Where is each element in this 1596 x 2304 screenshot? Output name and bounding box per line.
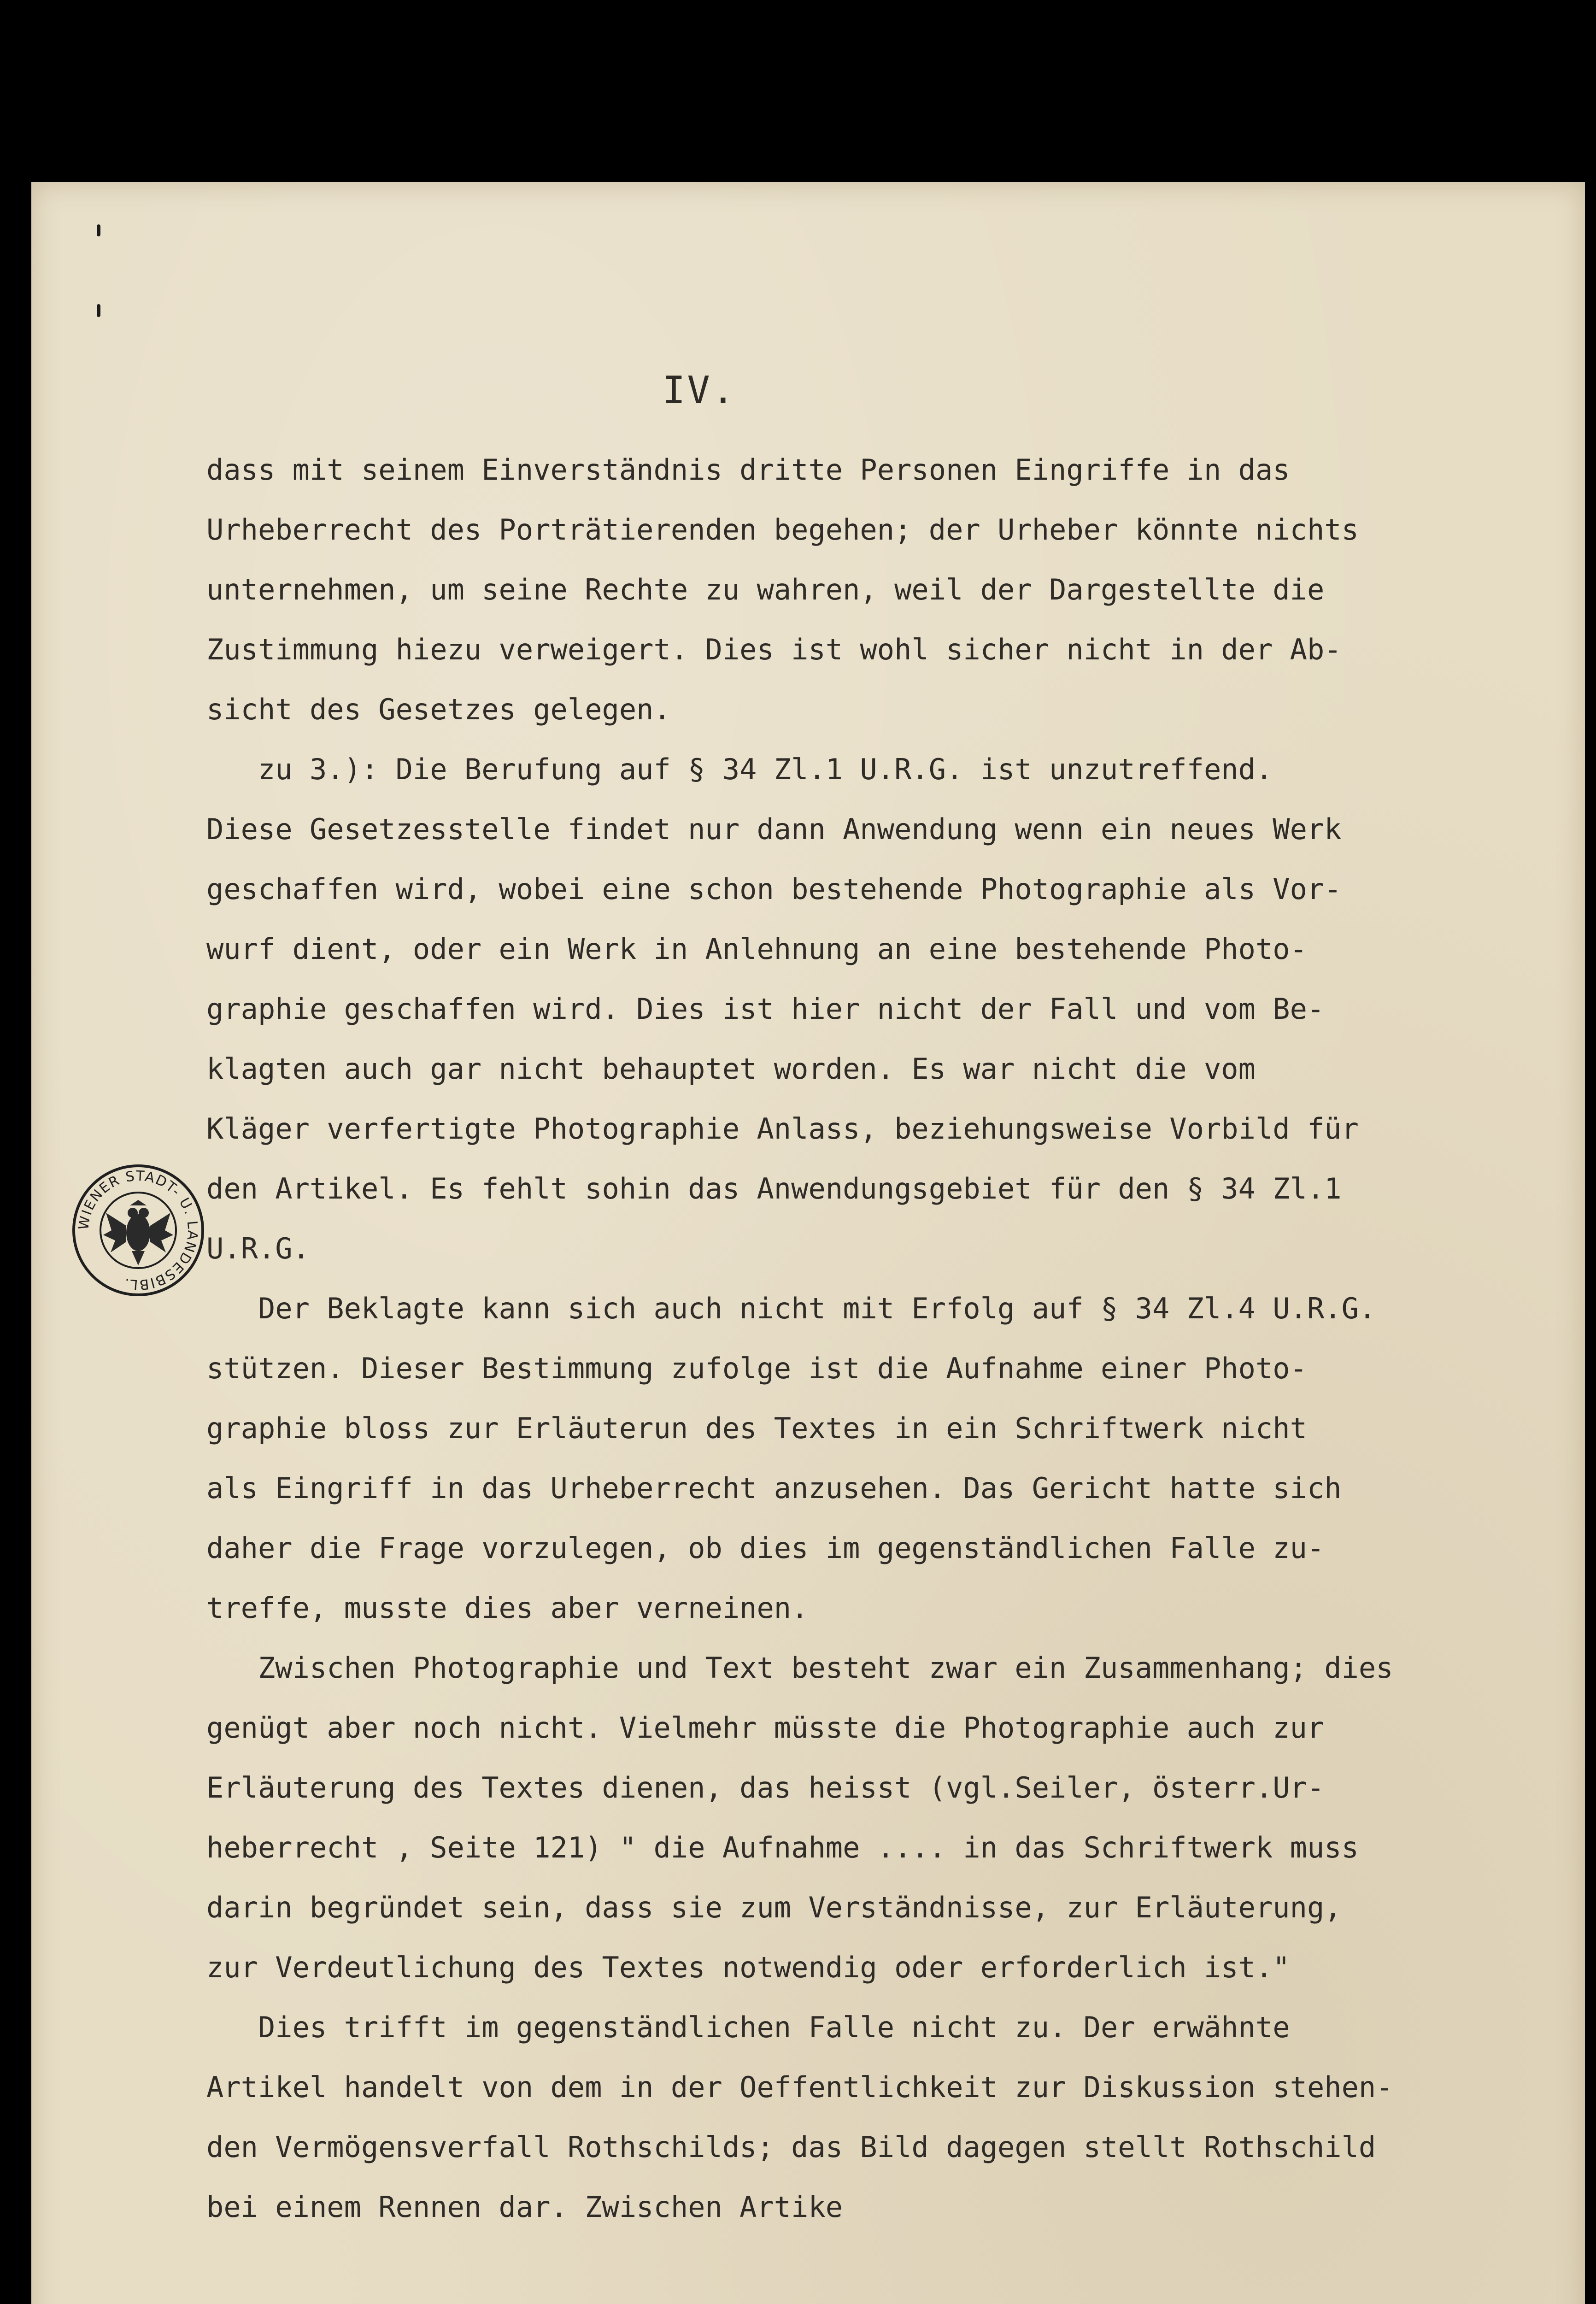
text-line: graphie bloss zur Erläuterun des Textes in ein Schriftwerk nicht (206, 1411, 1307, 1445)
text-line: daher die Frage vorzulegen, ob dies im gegenständlichen Falle zu- (206, 1531, 1325, 1565)
library-stamp-seal (69, 1161, 207, 1299)
text-line: geschaffen wird, wobei eine schon bestehende Photographie als Vor- (206, 872, 1342, 906)
page-number: IV. (663, 369, 737, 412)
text-line: U.R.G. (206, 1232, 310, 1265)
document-page (31, 182, 1585, 2304)
typewritten-text-body (206, 440, 1543, 2237)
text-line: Zustimmung hiezu verweigert. Dies ist wohl sicher nicht in der Ab- (206, 633, 1342, 666)
text-line: Zwischen Photographie und Text besteht zwar ein Zusammenhang; dies (206, 1651, 1393, 1685)
text-line: Der Beklagte kann sich auch nicht mit Erfolg auf § 34 Zl.4 U.R.G. (206, 1292, 1376, 1325)
library-stamp (69, 1161, 207, 1299)
text-line: den Vermögensverfall Rothschilds; das Bild dagegen stellt Rothschild (206, 2130, 1376, 2164)
text-line: als Eingriff in das Urheberrecht anzusehen. Das Gericht hatte sich (206, 1471, 1342, 1505)
text-line: sicht des Gesetzes gelegen. (206, 693, 671, 726)
binding-mark-bottom (97, 304, 100, 317)
text-line: heberrecht , Seite 121) " die Aufnahme .... in das Schriftwerk muss (206, 1831, 1359, 1864)
text-line: zur Verdeutlichung des Textes notwendig oder erforderlich ist." (206, 1951, 1290, 1984)
text-line: wurf dient, oder ein Werk in Anlehnung an eine bestehende Photo- (206, 932, 1307, 966)
text-line: unternehmen, um seine Rechte zu wahren, weil der Dargestellte die (206, 573, 1325, 606)
text-line: darin begründet sein, dass sie zum Verständnisse, zur Erläuterung, (206, 1891, 1342, 1924)
text-line: treffe, musste dies aber verneinen. (206, 1591, 809, 1625)
text-line: Dies trifft im gegenständlichen Falle nicht zu. Der erwähnte (206, 2010, 1290, 2044)
binding-mark-top (97, 224, 100, 236)
text-line: Artikel handelt von dem in der Oeffentlichkeit zur Diskussion stehen- (206, 2070, 1393, 2104)
text-line: klagten auch gar nicht behauptet worden. Es war nicht die vom (206, 1052, 1256, 1086)
text-line: stützen. Dieser Bestimmung zufolge ist die Aufnahme einer Photo- (206, 1352, 1307, 1385)
eagle-emblem-icon (103, 1200, 173, 1265)
stamp-circular-text: WIENER STADT- U. LANDESBIBL. (76, 1168, 201, 1293)
text-line: genügt aber noch nicht. Vielmehr müsste die Photographie auch zur (206, 1711, 1325, 1745)
text-line: Erläuterung des Textes dienen, das heisst (vgl.Seiler, österr.Ur- (206, 1771, 1325, 1804)
text-line: Urheberrecht des Porträtierenden begehen; der Urheber könnte nichts (206, 513, 1359, 547)
text-line: dass mit seinem Einverständnis dritte Personen Eingriffe in das (206, 453, 1290, 487)
text-line: Kläger verfertigte Photographie Anlass, beziehungsweise Vorbild für (206, 1112, 1359, 1146)
text-line: zu 3.): Die Berufung auf § 34 Zl.1 U.R.G. ist unzutreffend. (206, 752, 1273, 786)
text-line: Diese Gesetzesstelle findet nur dann Anwendung wenn ein neues Werk (206, 812, 1342, 846)
text-line: graphie geschaffen wird. Dies ist hier nicht der Fall und vom Be- (206, 992, 1325, 1026)
text-line: bei einem Rennen dar. Zwischen Artike (206, 2190, 843, 2224)
text-line: den Artikel. Es fehlt sohin das Anwendungsgebiet für den § 34 Zl.1 (206, 1172, 1342, 1205)
